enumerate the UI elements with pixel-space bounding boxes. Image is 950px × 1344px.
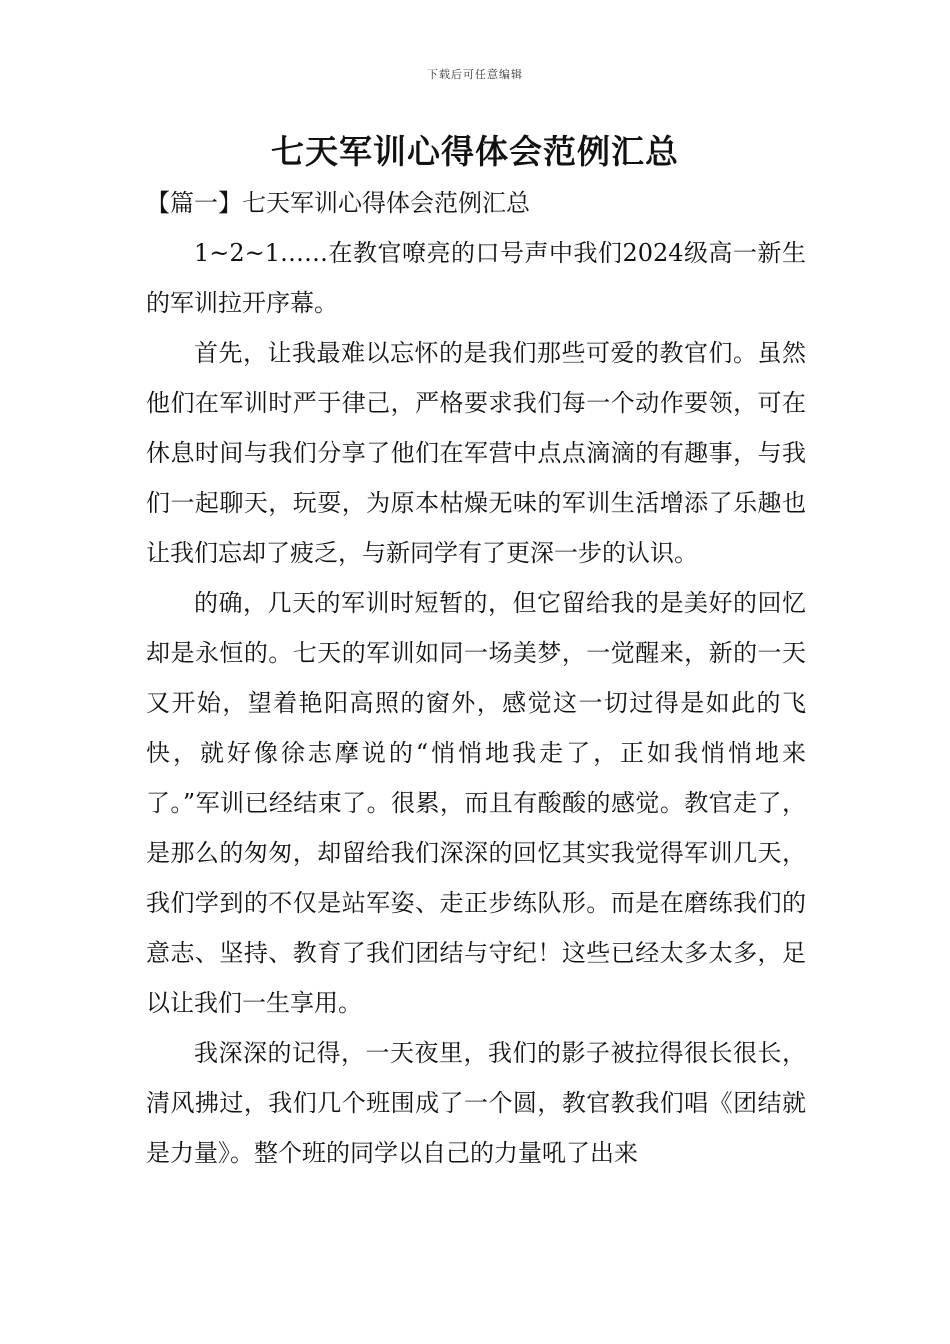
paragraph-3: 的确，几天的军训时短暂的，但它留给我的是美好的回忆却是永恒的。七天的军训如同一场美梦，一觉醒来，新的一天又开始，望着艳阳高照的窗外，感觉这一切过得是如此的飞快，就好像徐志摩说的“悄悄地我走了，正如我悄悄地来了。”军训已经结束了。很累，而且有酸酸的感觉。教官走了，是那么的匆匆，却留给我们深深的回忆其实我觉得军训几天，我们学到的不仅是站军姿、走正步练队形。而是在磨练我们的意志、坚持、教育了我们团结与守纪！这些已经太多太多，足以让我们一生享用。 [146, 589, 806, 1017]
section-heading: 【篇一】七天军训心得体会范例汇总 [146, 189, 530, 217]
document-body [146, 178, 806, 1178]
header-note: 下载后可任意编辑 [427, 68, 523, 81]
paragraph-4: 我深深的记得，一天夜里，我们的影子被拉得很长很长，清风拂过，我们几个班围成了一个圆，教官教我们唱《团结就是力量》。整个班的同学以自己的力量吼了出来 [146, 1039, 806, 1167]
paragraph-1: 1~2~1……在教官嘹亮的口号声中我们2024级高一新生的军训拉开序幕。 [146, 239, 806, 317]
paragraph-2: 首先，让我最难以忘怀的是我们那些可爱的教官们。虽然他们在军训时严于律己，严格要求我们每一个动作要领，可在休息时间与我们分享了他们在军营中点点滴滴的有趣事，与我们一起聊天，玩耍，为原本枯燥无味的军训生活增添了乐趣也让我们忘却了疲乏，与新同学有了更深一步的认识。 [146, 339, 806, 567]
document-title: 七天军训心得体会范例汇总 [271, 132, 679, 171]
